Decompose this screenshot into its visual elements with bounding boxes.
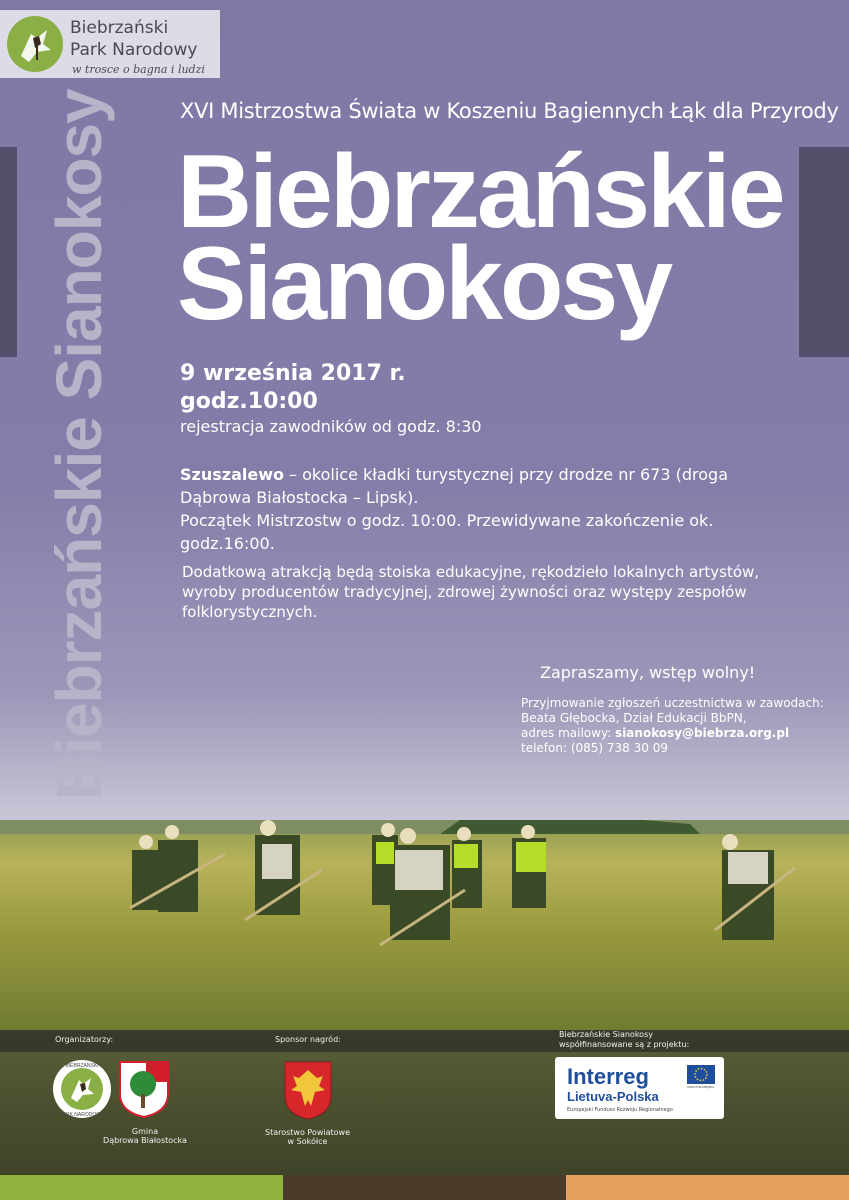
starostwo-crest-icon [283, 1060, 333, 1120]
interreg-fund: Europejski Fundusz Rozwoju Regionalnego [567, 1107, 673, 1113]
title-line1: Biebrzańskie [177, 134, 783, 250]
location-desc: – okolice kładki turystycznej przy drodze nr 673 (droga Dąbrowa Białostocka – Lipsk). [180, 465, 728, 507]
park-logo [0, 10, 220, 78]
right-accent-bar [799, 147, 849, 357]
attractions-text: Dodatkową atrakcją będą stoiska edukacyjne, rękodzieło lokalnych artystów, wyroby producentów tradycyjnej, zdrowej żywności oraz występy zespołów folklorystycznych. [182, 563, 760, 621]
footer-label-band [0, 1030, 849, 1052]
sponsor-label: Sponsor nagród: [275, 1035, 341, 1044]
cofinance-label2: współfinansowane są z projektu: [559, 1040, 690, 1049]
event-hour: godz.10:00 [180, 389, 318, 414]
park-round-bottom: PARK NARODOWY [59, 1112, 105, 1118]
email-label: adres mailowy: [521, 726, 616, 740]
interreg-logo [555, 1057, 724, 1119]
registration-info: rejestracja zawodników od godz. 8:30 [180, 417, 482, 436]
contact-email-line [521, 726, 824, 741]
meadow-photo [0, 820, 849, 1035]
contact-line1: Przyjmowanie zgłoszeń uczestnictwa w zawodach: [521, 696, 824, 710]
contact-line2: Beata Głębocka, Dział Edukacji BbPN, [521, 711, 747, 725]
event-date: 9 września 2017 r. [180, 361, 406, 386]
title-line2: Sianokosy [177, 226, 671, 342]
interreg-name: Interreg [567, 1064, 649, 1089]
invite-text: Zapraszamy, wstęp wolny! [540, 663, 756, 682]
eu-label: UNIA EUROPEJSKA [687, 1085, 715, 1089]
starostwo-label1: Starostwo Powiatowe [264, 1128, 350, 1137]
eu-flag-icon [687, 1065, 715, 1084]
gmina-crest-icon [118, 1060, 170, 1118]
park-round-logo [53, 1060, 111, 1118]
starostwo-label2: w Sokółce [287, 1137, 328, 1146]
cofinance-label1: Biebrzańskie Sianokosy [559, 1030, 653, 1039]
footer-strip-orange [566, 1175, 849, 1200]
contact-email-link[interactable]: sianokosy@biebrza.org.pl [615, 726, 790, 740]
contact-phone: telefon: (085) 738 30 09 [521, 741, 668, 755]
organizers-label: Organizatorzy: [55, 1035, 114, 1044]
subtitle: XVI Mistrzostwa Świata w Koszeniu Bagiennych Łąk dla Przyrody [180, 99, 839, 123]
contact-info [521, 696, 824, 756]
gmina-label2: Dąbrowa Białostocka [103, 1136, 187, 1145]
footer-strip-green [0, 1175, 283, 1200]
logo-name-line1: Biebrzański [70, 18, 169, 38]
bird-logo-icon [7, 16, 63, 72]
gmina-label1: Gmina [131, 1127, 159, 1136]
park-round-top: BIEBRZAŃSKI [65, 1063, 99, 1069]
schedule-info: Początek Mistrzostw o godz. 10:00. Przewidywane zakończenie ok. godz.16:00. [180, 511, 714, 553]
location-info [180, 463, 800, 555]
footer-strip-brown [283, 1175, 566, 1200]
vertical-title: Biebrzańskie Sianokosy [43, 89, 115, 800]
logo-motto: w trosce o bagna i ludzi [72, 63, 205, 76]
location-place: Szuszalewo [180, 465, 284, 484]
logo-name-line2: Park Narodowy [70, 40, 198, 60]
interreg-program: Lietuva-Polska [567, 1089, 659, 1104]
left-accent-bar [0, 147, 17, 357]
